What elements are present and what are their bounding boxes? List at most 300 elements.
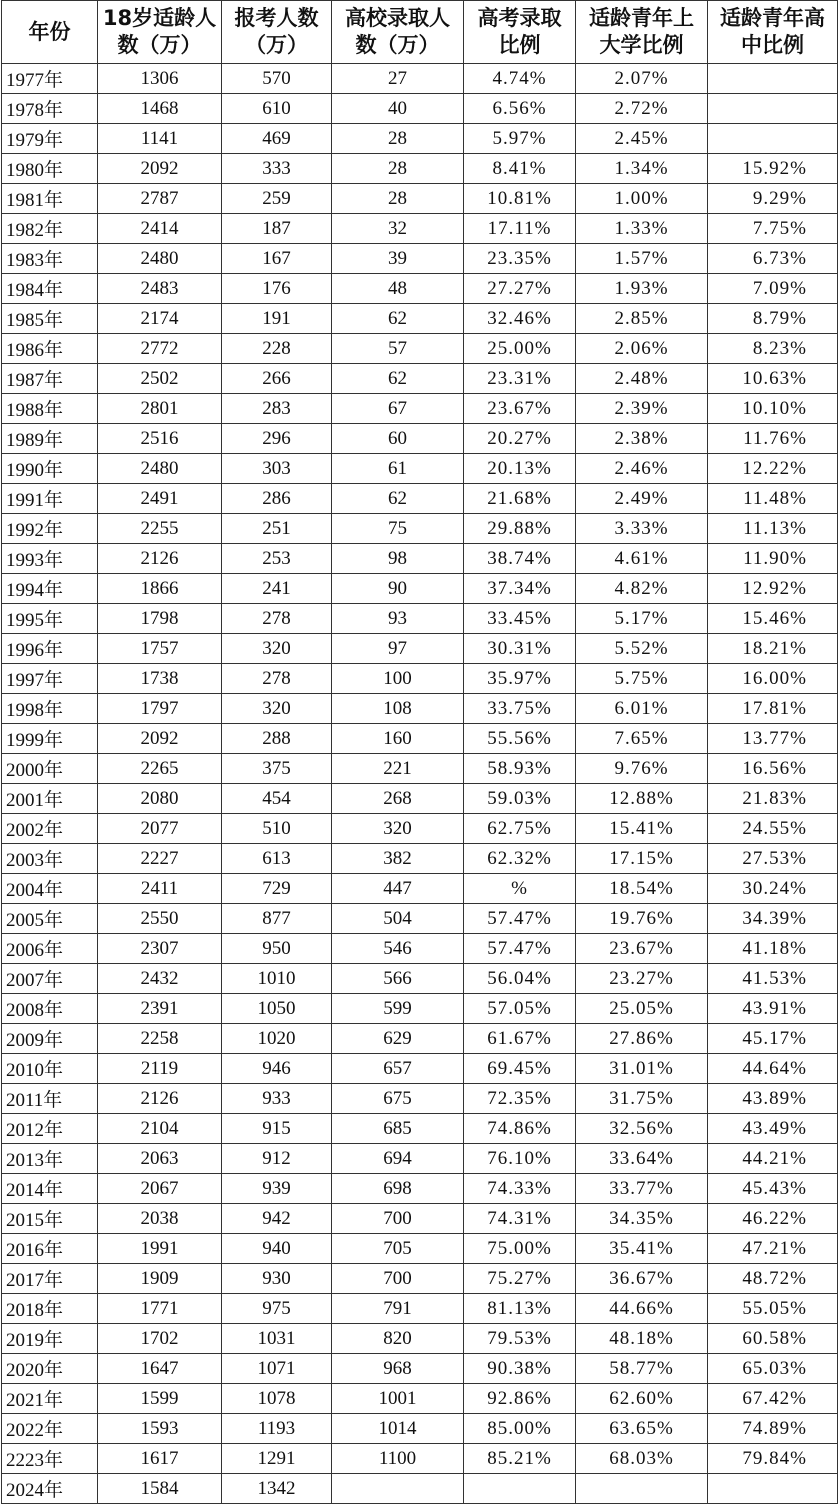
- highschool-ratio-cell: 10.10%: [708, 394, 838, 424]
- college-ratio-cell: 27.86%: [576, 1024, 708, 1054]
- admitted-cell: 629: [332, 1024, 464, 1054]
- applicants-cell: 286: [222, 484, 332, 514]
- admission-rate-cell: 6.56%: [464, 94, 576, 124]
- applicants-cell: 1050: [222, 994, 332, 1024]
- table-row: [2, 484, 838, 514]
- highschool-ratio-cell: 60.58%: [708, 1324, 838, 1354]
- admission-rate-cell: 23.31%: [464, 364, 576, 394]
- admitted-cell: 40: [332, 94, 464, 124]
- applicants-cell: 975: [222, 1294, 332, 1324]
- college-ratio-cell: 44.66%: [576, 1294, 708, 1324]
- college-ratio-cell: 33.64%: [576, 1144, 708, 1174]
- year-cell: 1983年: [2, 244, 98, 274]
- admission-rate-cell: 4.74%: [464, 64, 576, 94]
- college-ratio-cell: 5.17%: [576, 604, 708, 634]
- college-ratio-cell: 2.07%: [576, 64, 708, 94]
- admitted-cell: 62: [332, 364, 464, 394]
- applicants-cell: 1342: [222, 1474, 332, 1504]
- table-row: [2, 1024, 838, 1054]
- applicants-cell: 303: [222, 454, 332, 484]
- year-cell: 1979年: [2, 124, 98, 154]
- table-row: [2, 1234, 838, 1264]
- highschool-ratio-cell: 11.76%: [708, 424, 838, 454]
- age18-population-cell: 2480: [98, 244, 222, 274]
- age18-population-cell: 2307: [98, 934, 222, 964]
- table-row: [2, 754, 838, 784]
- admission-rate-cell: 25.00%: [464, 334, 576, 364]
- applicants-cell: 1010: [222, 964, 332, 994]
- age18-population-cell: 2414: [98, 214, 222, 244]
- table-row: [2, 1354, 838, 1384]
- table-row: [2, 124, 838, 154]
- college-ratio-cell: 18.54%: [576, 874, 708, 904]
- age18-population-cell: 2104: [98, 1114, 222, 1144]
- college-ratio-cell: 6.01%: [576, 694, 708, 724]
- applicants-cell: 278: [222, 604, 332, 634]
- admitted-cell: 694: [332, 1144, 464, 1174]
- admission-rate-cell: %: [464, 874, 576, 904]
- college-ratio-cell: 62.60%: [576, 1384, 708, 1414]
- admission-rate-cell: 35.97%: [464, 664, 576, 694]
- admission-rate-cell: 8.41%: [464, 154, 576, 184]
- highschool-ratio-cell: 16.00%: [708, 664, 838, 694]
- age18-population-cell: 1738: [98, 664, 222, 694]
- admission-rate-cell: 56.04%: [464, 964, 576, 994]
- admission-rate-cell: 62.32%: [464, 844, 576, 874]
- applicants-cell: 283: [222, 394, 332, 424]
- year-cell: 1981年: [2, 184, 98, 214]
- highschool-ratio-cell: 6.73%: [708, 244, 838, 274]
- year-cell: 2013年: [2, 1144, 98, 1174]
- age18-population-cell: 2038: [98, 1204, 222, 1234]
- college-ratio-cell: 2.46%: [576, 454, 708, 484]
- applicants-cell: 320: [222, 694, 332, 724]
- table-row: [2, 1384, 838, 1414]
- admitted-cell: 1001: [332, 1384, 464, 1414]
- admission-rate-cell: 76.10%: [464, 1144, 576, 1174]
- applicants-cell: 942: [222, 1204, 332, 1234]
- age18-population-cell: 2092: [98, 154, 222, 184]
- admitted-cell: 28: [332, 154, 464, 184]
- highschool-ratio-cell: 7.09%: [708, 274, 838, 304]
- highschool-ratio-cell: 55.05%: [708, 1294, 838, 1324]
- admitted-cell: 705: [332, 1234, 464, 1264]
- table-row: [2, 1264, 838, 1294]
- age18-population-cell: 2119: [98, 1054, 222, 1084]
- age18-population-cell: 1991: [98, 1234, 222, 1264]
- applicants-cell: 912: [222, 1144, 332, 1174]
- applicants-cell: 930: [222, 1264, 332, 1294]
- year-cell: 2021年: [2, 1384, 98, 1414]
- applicants-cell: 1291: [222, 1444, 332, 1474]
- college-ratio-cell: 1.93%: [576, 274, 708, 304]
- college-ratio-cell: 36.67%: [576, 1264, 708, 1294]
- admitted-cell: 382: [332, 844, 464, 874]
- table-row: [2, 724, 838, 754]
- table-row: [2, 1204, 838, 1234]
- table-row: [2, 1054, 838, 1084]
- age18-population-cell: 2255: [98, 514, 222, 544]
- applicants-cell: 191: [222, 304, 332, 334]
- highschool-ratio-cell: 11.90%: [708, 544, 838, 574]
- admitted-cell: 57: [332, 334, 464, 364]
- table-row: [2, 1114, 838, 1144]
- admitted-cell: 93: [332, 604, 464, 634]
- age18-population-cell: 1141: [98, 124, 222, 154]
- applicants-cell: 510: [222, 814, 332, 844]
- age18-population-cell: 2432: [98, 964, 222, 994]
- table-row: [2, 424, 838, 454]
- applicants-cell: 610: [222, 94, 332, 124]
- college-ratio-cell: 33.77%: [576, 1174, 708, 1204]
- admitted-cell: 599: [332, 994, 464, 1024]
- age18-population-cell: 1617: [98, 1444, 222, 1474]
- year-cell: 1984年: [2, 274, 98, 304]
- applicants-cell: 1071: [222, 1354, 332, 1384]
- age18-population-cell: 2391: [98, 994, 222, 1024]
- table-row: [2, 514, 838, 544]
- table-row: [2, 784, 838, 814]
- header-applicants: 报考人数 （万）: [222, 1, 332, 64]
- highschool-ratio-cell: 74.89%: [708, 1414, 838, 1444]
- admitted-cell: 268: [332, 784, 464, 814]
- applicants-cell: 296: [222, 424, 332, 454]
- header-age18-population: 18岁适龄人 数（万）: [98, 1, 222, 64]
- age18-population-cell: 2787: [98, 184, 222, 214]
- admission-rate-cell: 20.13%: [464, 454, 576, 484]
- admission-rate-cell: 74.31%: [464, 1204, 576, 1234]
- college-ratio-cell: 31.75%: [576, 1084, 708, 1114]
- table-row: [2, 1174, 838, 1204]
- college-ratio-cell: 2.48%: [576, 364, 708, 394]
- year-cell: 2007年: [2, 964, 98, 994]
- college-ratio-cell: 2.39%: [576, 394, 708, 424]
- admitted-cell: 700: [332, 1204, 464, 1234]
- admission-rate-cell: 29.88%: [464, 514, 576, 544]
- year-cell: 2011年: [2, 1084, 98, 1114]
- highschool-ratio-cell: 30.24%: [708, 874, 838, 904]
- highschool-ratio-cell: [708, 64, 838, 94]
- year-cell: 1982年: [2, 214, 98, 244]
- admission-rate-cell: 27.27%: [464, 274, 576, 304]
- admission-rate-cell: 10.81%: [464, 184, 576, 214]
- year-cell: 1988年: [2, 394, 98, 424]
- highschool-ratio-cell: 45.43%: [708, 1174, 838, 1204]
- year-cell: 2006年: [2, 934, 98, 964]
- highschool-ratio-cell: 48.72%: [708, 1264, 838, 1294]
- table-row: [2, 1144, 838, 1174]
- college-ratio-cell: 1.33%: [576, 214, 708, 244]
- age18-population-cell: 2550: [98, 904, 222, 934]
- admission-rate-cell: 90.38%: [464, 1354, 576, 1384]
- admitted-cell: 685: [332, 1114, 464, 1144]
- admitted-cell: 32: [332, 214, 464, 244]
- admitted-cell: 675: [332, 1084, 464, 1114]
- admission-rate-cell: 20.27%: [464, 424, 576, 454]
- highschool-ratio-cell: 13.77%: [708, 724, 838, 754]
- college-ratio-cell: 31.01%: [576, 1054, 708, 1084]
- admitted-cell: 27: [332, 64, 464, 94]
- table-row: [2, 964, 838, 994]
- college-ratio-cell: 63.65%: [576, 1414, 708, 1444]
- age18-population-cell: 2092: [98, 724, 222, 754]
- admission-rate-cell: 23.35%: [464, 244, 576, 274]
- header-highschool-ratio: 适龄青年高 中比例: [708, 1, 838, 64]
- year-cell: 1986年: [2, 334, 98, 364]
- highschool-ratio-cell: [708, 124, 838, 154]
- college-ratio-cell: 1.34%: [576, 154, 708, 184]
- year-cell: 1994年: [2, 574, 98, 604]
- table-row: [2, 544, 838, 574]
- college-ratio-cell: [576, 1474, 708, 1504]
- table-row: [2, 1084, 838, 1114]
- applicants-cell: 266: [222, 364, 332, 394]
- applicants-cell: 176: [222, 274, 332, 304]
- admitted-cell: 447: [332, 874, 464, 904]
- college-ratio-cell: 1.57%: [576, 244, 708, 274]
- admitted-cell: 108: [332, 694, 464, 724]
- applicants-cell: 1078: [222, 1384, 332, 1414]
- admission-rate-cell: 21.68%: [464, 484, 576, 514]
- admitted-cell: 160: [332, 724, 464, 754]
- applicants-cell: 278: [222, 664, 332, 694]
- table-row: [2, 1444, 838, 1474]
- year-cell: 1997年: [2, 664, 98, 694]
- age18-population-cell: 2516: [98, 424, 222, 454]
- age18-population-cell: 1909: [98, 1264, 222, 1294]
- admission-rate-cell: 59.03%: [464, 784, 576, 814]
- table-row: [2, 454, 838, 484]
- table-row: [2, 994, 838, 1024]
- admission-rate-cell: 75.00%: [464, 1234, 576, 1264]
- table-row: [2, 334, 838, 364]
- highschool-ratio-cell: 79.84%: [708, 1444, 838, 1474]
- applicants-cell: 167: [222, 244, 332, 274]
- highschool-ratio-cell: 21.83%: [708, 784, 838, 814]
- admitted-cell: 62: [332, 304, 464, 334]
- highschool-ratio-cell: 65.03%: [708, 1354, 838, 1384]
- admission-rate-cell: 38.74%: [464, 544, 576, 574]
- admission-rate-cell: 17.11%: [464, 214, 576, 244]
- college-ratio-cell: 4.82%: [576, 574, 708, 604]
- admitted-cell: 61: [332, 454, 464, 484]
- highschool-ratio-cell: 47.21%: [708, 1234, 838, 1264]
- age18-population-cell: 1866: [98, 574, 222, 604]
- highschool-ratio-cell: 24.55%: [708, 814, 838, 844]
- college-ratio-cell: 7.65%: [576, 724, 708, 754]
- age18-population-cell: 2502: [98, 364, 222, 394]
- admission-rate-cell: 55.56%: [464, 724, 576, 754]
- age18-population-cell: 2174: [98, 304, 222, 334]
- year-cell: 2022年: [2, 1414, 98, 1444]
- admitted-cell: 48: [332, 274, 464, 304]
- highschool-ratio-cell: 11.48%: [708, 484, 838, 514]
- admitted-cell: 28: [332, 184, 464, 214]
- age18-population-cell: 2126: [98, 544, 222, 574]
- admission-rate-cell: 69.45%: [464, 1054, 576, 1084]
- header-admission-rate: 高考录取 比例: [464, 1, 576, 64]
- table-row: [2, 634, 838, 664]
- college-ratio-cell: 2.45%: [576, 124, 708, 154]
- admitted-cell: 97: [332, 634, 464, 664]
- year-cell: 2000年: [2, 754, 98, 784]
- table-row: [2, 154, 838, 184]
- age18-population-cell: 2080: [98, 784, 222, 814]
- table-row: [2, 694, 838, 724]
- year-cell: 1995年: [2, 604, 98, 634]
- year-cell: 1992年: [2, 514, 98, 544]
- year-cell: 1999年: [2, 724, 98, 754]
- college-ratio-cell: 5.52%: [576, 634, 708, 664]
- applicants-cell: 320: [222, 634, 332, 664]
- college-ratio-cell: 3.33%: [576, 514, 708, 544]
- highschool-ratio-cell: 12.92%: [708, 574, 838, 604]
- year-cell: 1978年: [2, 94, 98, 124]
- age18-population-cell: 2063: [98, 1144, 222, 1174]
- highschool-ratio-cell: 44.21%: [708, 1144, 838, 1174]
- table-row: [2, 94, 838, 124]
- year-cell: 1985年: [2, 304, 98, 334]
- age18-population-cell: 1584: [98, 1474, 222, 1504]
- highschool-ratio-cell: 44.64%: [708, 1054, 838, 1084]
- admitted-cell: 100: [332, 664, 464, 694]
- applicants-cell: 940: [222, 1234, 332, 1264]
- age18-population-cell: 2067: [98, 1174, 222, 1204]
- year-cell: 2018年: [2, 1294, 98, 1324]
- admitted-cell: 75: [332, 514, 464, 544]
- age18-population-cell: 2258: [98, 1024, 222, 1054]
- age18-population-cell: 1599: [98, 1384, 222, 1414]
- admission-rate-cell: 79.53%: [464, 1324, 576, 1354]
- highschool-ratio-cell: 41.18%: [708, 934, 838, 964]
- applicants-cell: 946: [222, 1054, 332, 1084]
- applicants-cell: 251: [222, 514, 332, 544]
- highschool-ratio-cell: 11.13%: [708, 514, 838, 544]
- table-row: [2, 364, 838, 394]
- college-ratio-cell: 2.72%: [576, 94, 708, 124]
- highschool-ratio-cell: 43.89%: [708, 1084, 838, 1114]
- table-row: [2, 574, 838, 604]
- year-cell: 2004年: [2, 874, 98, 904]
- admission-rate-cell: 57.47%: [464, 934, 576, 964]
- table-row: [2, 844, 838, 874]
- highschool-ratio-cell: 9.29%: [708, 184, 838, 214]
- admitted-cell: 657: [332, 1054, 464, 1084]
- admission-rate-cell: 74.86%: [464, 1114, 576, 1144]
- year-cell: 1987年: [2, 364, 98, 394]
- applicants-cell: 729: [222, 874, 332, 904]
- admitted-cell: 60: [332, 424, 464, 454]
- year-cell: 2005年: [2, 904, 98, 934]
- admitted-cell: 67: [332, 394, 464, 424]
- year-cell: 1980年: [2, 154, 98, 184]
- applicants-cell: 228: [222, 334, 332, 364]
- admission-rate-cell: 57.47%: [464, 904, 576, 934]
- highschool-ratio-cell: 43.91%: [708, 994, 838, 1024]
- year-cell: 1990年: [2, 454, 98, 484]
- admitted-cell: 98: [332, 544, 464, 574]
- year-cell: 2020年: [2, 1354, 98, 1384]
- applicants-cell: 253: [222, 544, 332, 574]
- year-cell: 2008年: [2, 994, 98, 1024]
- admitted-cell: 700: [332, 1264, 464, 1294]
- table-row: [2, 1414, 838, 1444]
- table-row: [2, 1294, 838, 1324]
- table-row: [2, 214, 838, 244]
- college-ratio-cell: 32.56%: [576, 1114, 708, 1144]
- college-ratio-cell: 2.06%: [576, 334, 708, 364]
- year-cell: 2002年: [2, 814, 98, 844]
- admission-rate-cell: 62.75%: [464, 814, 576, 844]
- table-header: [2, 1, 838, 64]
- admission-rate-cell: 72.35%: [464, 1084, 576, 1114]
- age18-population-cell: 2077: [98, 814, 222, 844]
- admitted-cell: 698: [332, 1174, 464, 1204]
- college-ratio-cell: 35.41%: [576, 1234, 708, 1264]
- highschool-ratio-cell: 12.22%: [708, 454, 838, 484]
- college-ratio-cell: 9.76%: [576, 754, 708, 784]
- applicants-cell: 933: [222, 1084, 332, 1114]
- header-admitted: 高校录取人 数（万）: [332, 1, 464, 64]
- year-cell: 2017年: [2, 1264, 98, 1294]
- college-ratio-cell: 48.18%: [576, 1324, 708, 1354]
- year-cell: 2010年: [2, 1054, 98, 1084]
- year-cell: 2016年: [2, 1234, 98, 1264]
- admission-rate-cell: 23.67%: [464, 394, 576, 424]
- year-cell: 1998年: [2, 694, 98, 724]
- college-ratio-cell: 2.85%: [576, 304, 708, 334]
- admission-rate-cell: 57.05%: [464, 994, 576, 1024]
- applicants-cell: 939: [222, 1174, 332, 1204]
- applicants-cell: 187: [222, 214, 332, 244]
- admitted-cell: 28: [332, 124, 464, 154]
- college-ratio-cell: 23.67%: [576, 934, 708, 964]
- admission-rate-cell: 37.34%: [464, 574, 576, 604]
- applicants-cell: 877: [222, 904, 332, 934]
- header-college-ratio: 适龄青年上 大学比例: [576, 1, 708, 64]
- age18-population-cell: 2772: [98, 334, 222, 364]
- admitted-cell: 320: [332, 814, 464, 844]
- table-row: [2, 874, 838, 904]
- admitted-cell: 90: [332, 574, 464, 604]
- highschool-ratio-cell: 46.22%: [708, 1204, 838, 1234]
- year-cell: 1989年: [2, 424, 98, 454]
- college-ratio-cell: 5.75%: [576, 664, 708, 694]
- table-row: [2, 604, 838, 634]
- highschool-ratio-cell: 41.53%: [708, 964, 838, 994]
- highschool-ratio-cell: [708, 1474, 838, 1504]
- applicants-cell: 950: [222, 934, 332, 964]
- highschool-ratio-cell: 10.63%: [708, 364, 838, 394]
- applicants-cell: 288: [222, 724, 332, 754]
- table-row: [2, 904, 838, 934]
- admission-rate-cell: 81.13%: [464, 1294, 576, 1324]
- age18-population-cell: 2480: [98, 454, 222, 484]
- admission-rate-cell: 92.86%: [464, 1384, 576, 1414]
- admission-rate-cell: 74.33%: [464, 1174, 576, 1204]
- college-ratio-cell: 25.05%: [576, 994, 708, 1024]
- college-ratio-cell: 19.76%: [576, 904, 708, 934]
- header-row: [2, 1, 838, 64]
- year-cell: 1977年: [2, 64, 98, 94]
- admitted-cell: 39: [332, 244, 464, 274]
- year-cell: 2001年: [2, 784, 98, 814]
- admission-rate-cell: 33.75%: [464, 694, 576, 724]
- age18-population-cell: 1757: [98, 634, 222, 664]
- highschool-ratio-cell: 15.46%: [708, 604, 838, 634]
- age18-population-cell: 2126: [98, 1084, 222, 1114]
- admitted-cell: 791: [332, 1294, 464, 1324]
